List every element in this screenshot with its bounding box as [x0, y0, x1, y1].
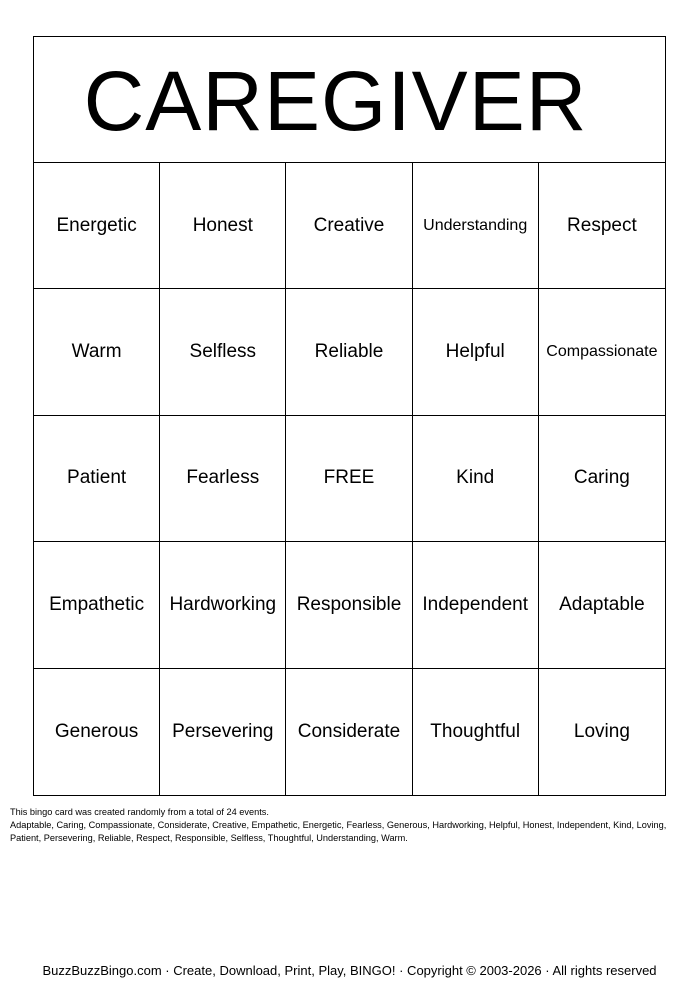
bingo-cell: Kind	[413, 416, 539, 542]
bingo-cell: Persevering	[160, 669, 286, 795]
bingo-cell: Understanding	[413, 163, 539, 289]
bingo-grid	[34, 163, 665, 795]
bingo-cell: Compassionate	[539, 289, 665, 415]
event-list-note	[10, 806, 692, 845]
bingo-cell: Responsible	[286, 542, 412, 668]
note-line: This bingo card was created randomly from a total of 24 events.	[10, 807, 269, 817]
bingo-cell: Thoughtful	[413, 669, 539, 795]
copyright-footer: BuzzBuzzBingo.com · Create, Download, Print, Play, BINGO! · Copyright © 2003-2026 · All rights reserved	[42, 963, 657, 978]
bingo-cell: Warm	[34, 289, 160, 415]
event-list-line: Patient, Persevering, Reliable, Respect, Responsible, Selfless, Thoughtful, Understanding, Warm.	[10, 833, 408, 843]
bingo-cell: Respect	[539, 163, 665, 289]
bingo-cell: Fearless	[160, 416, 286, 542]
bingo-cell: Helpful	[413, 289, 539, 415]
bingo-cell: Caring	[539, 416, 665, 542]
free-space-cell: FREE	[286, 416, 412, 542]
bingo-cell: Empathetic	[34, 542, 160, 668]
bingo-cell: Energetic	[34, 163, 160, 289]
bingo-cell: Creative	[286, 163, 412, 289]
title-row	[34, 37, 665, 163]
bingo-cell: Loving	[573, 720, 630, 742]
bingo-cell: Reliable	[286, 289, 412, 415]
bingo-cell: Independent	[413, 542, 539, 668]
bingo-cell: Considerate	[286, 669, 412, 795]
bingo-cell: Honest	[160, 163, 286, 289]
event-list-line: Adaptable, Caring, Compassionate, Considerate, Creative, Empathetic, Energetic, Fearless, Generous, Hardworking, Helpful, Honest, Independent, Kind, Loving,	[10, 820, 667, 830]
bingo-cell: Selfless	[160, 289, 286, 415]
bingo-card	[33, 36, 666, 796]
bingo-cell: Hardworking	[160, 542, 286, 668]
bingo-cell: Adaptable	[539, 542, 665, 668]
bingo-cell: Patient	[34, 416, 160, 542]
bingo-cell: Generous	[34, 669, 160, 795]
card-title: CAREGIVER	[83, 53, 588, 148]
